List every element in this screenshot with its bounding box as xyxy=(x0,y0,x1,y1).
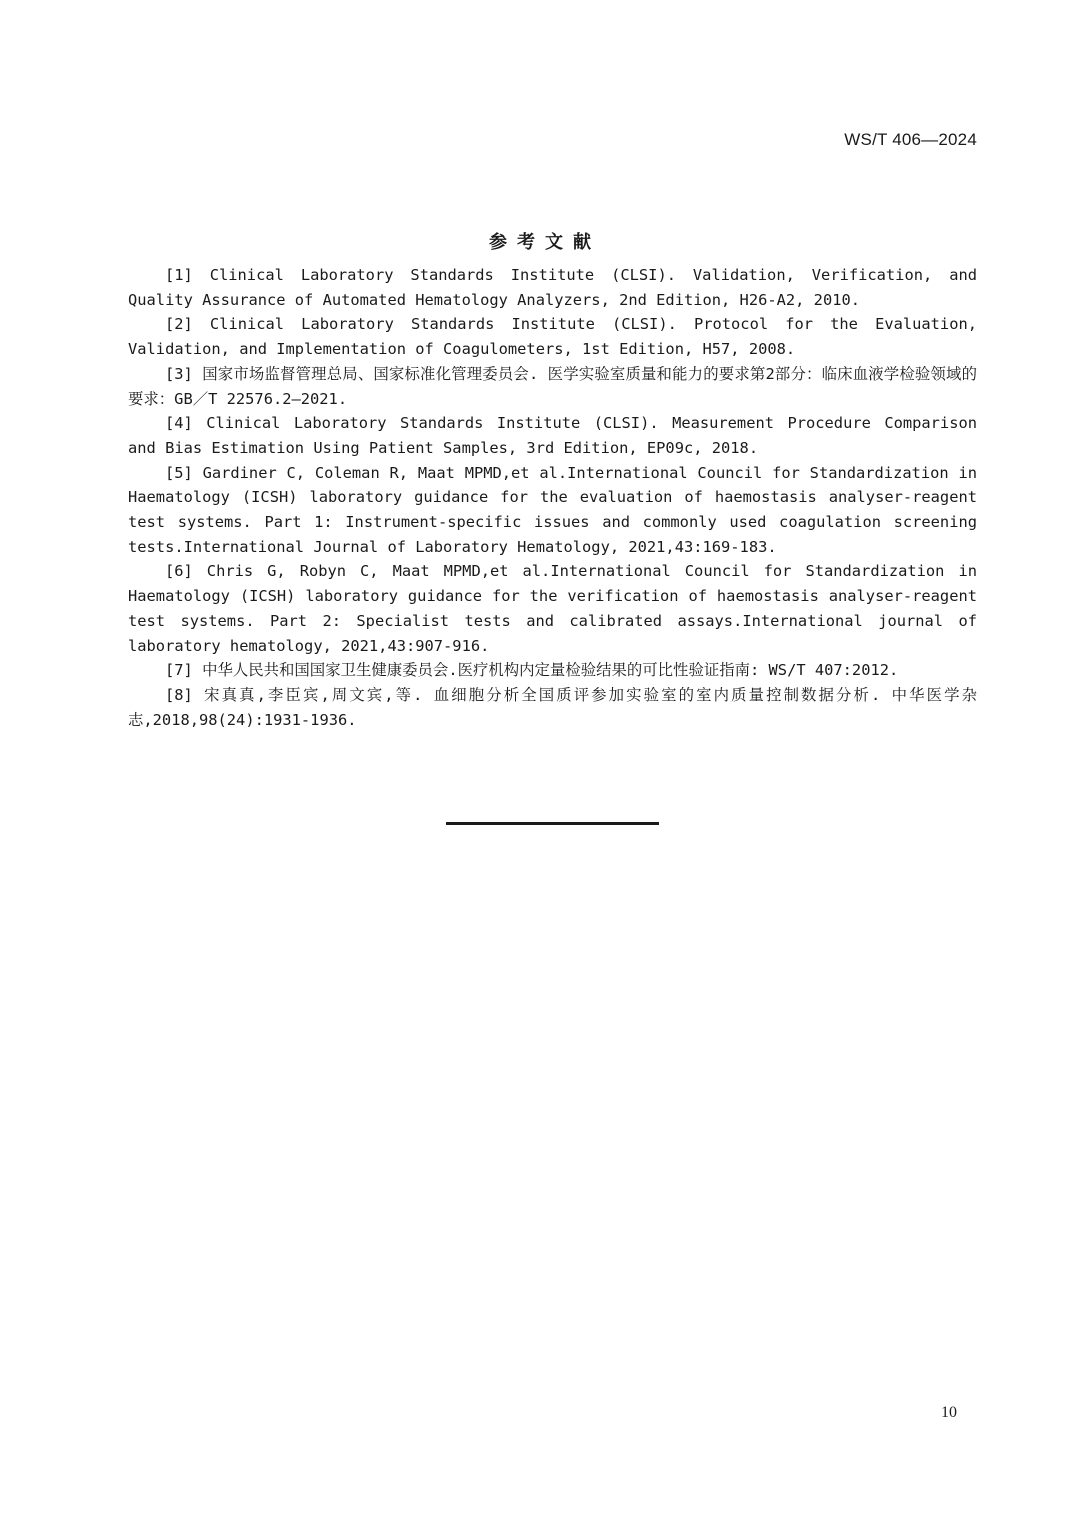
reference-item: [6] Chris G, Robyn C, Maat MPMD,et al.International Council for Standardization in Haematology (ICSH) laboratory guidance for the verification of haemostasis analyser-reagent test systems. Part 2: Specialist tests and calibrated assays.International journal of laboratory hematology, 2021,43:907-916. xyxy=(128,562,977,655)
reference-item: [8] 宋真真,李臣宾,周文宾,等. 血细胞分析全国质评参加实验室的室内质量控制数据分析. 中华医学杂志,2018,98(24):1931-1936. xyxy=(128,685,977,729)
reference-item: [1] Clinical Laboratory Standards Institute (CLSI). Validation, Verification, and Quality Assurance of Automated Hematology Analyzers, 2nd Edition, H26-A2, 2010. xyxy=(128,266,977,309)
reference-item: [7] 中华人民共和国国家卫生健康委员会.医疗机构内定量检验结果的可比性验证指南: WS/T 407:2012. xyxy=(165,661,899,680)
reference-item: [3] 国家市场监督管理总局、国家标准化管理委员会. 医学实验室质量和能力的要求第2部分：临床血液学检验领域的要求：GB／T 22576.2—2021. xyxy=(128,364,977,408)
reference-list xyxy=(128,263,977,732)
page-number: 10 xyxy=(941,1404,957,1421)
end-divider xyxy=(446,822,659,825)
section-title: 参考文献 xyxy=(489,232,601,253)
reference-item: [4] Clinical Laboratory Standards Institute (CLSI). Measurement Procedure Comparison and Bias Estimation Using Patient Samples, 3rd Edition, EP09c, 2018. xyxy=(128,414,977,457)
reference-item: [5] Gardiner C, Coleman R, Maat MPMD,et al.International Council for Standardization in Haematology (ICSH) laboratory guidance for the evaluation of haemostasis analyser‐reagent test systems. Part 1: Instrument‐specific issues and commonly used coagulation screening tests.International Journal of Laboratory Hematology, 2021,43:169-183. xyxy=(128,463,977,556)
document-code: WS/T 406—2024 xyxy=(844,130,977,149)
reference-item: [2] Clinical Laboratory Standards Institute (CLSI). Protocol for the Evaluation, Validation, and Implementation of Coagulometers, 1st Edition, H57, 2008. xyxy=(128,315,977,359)
